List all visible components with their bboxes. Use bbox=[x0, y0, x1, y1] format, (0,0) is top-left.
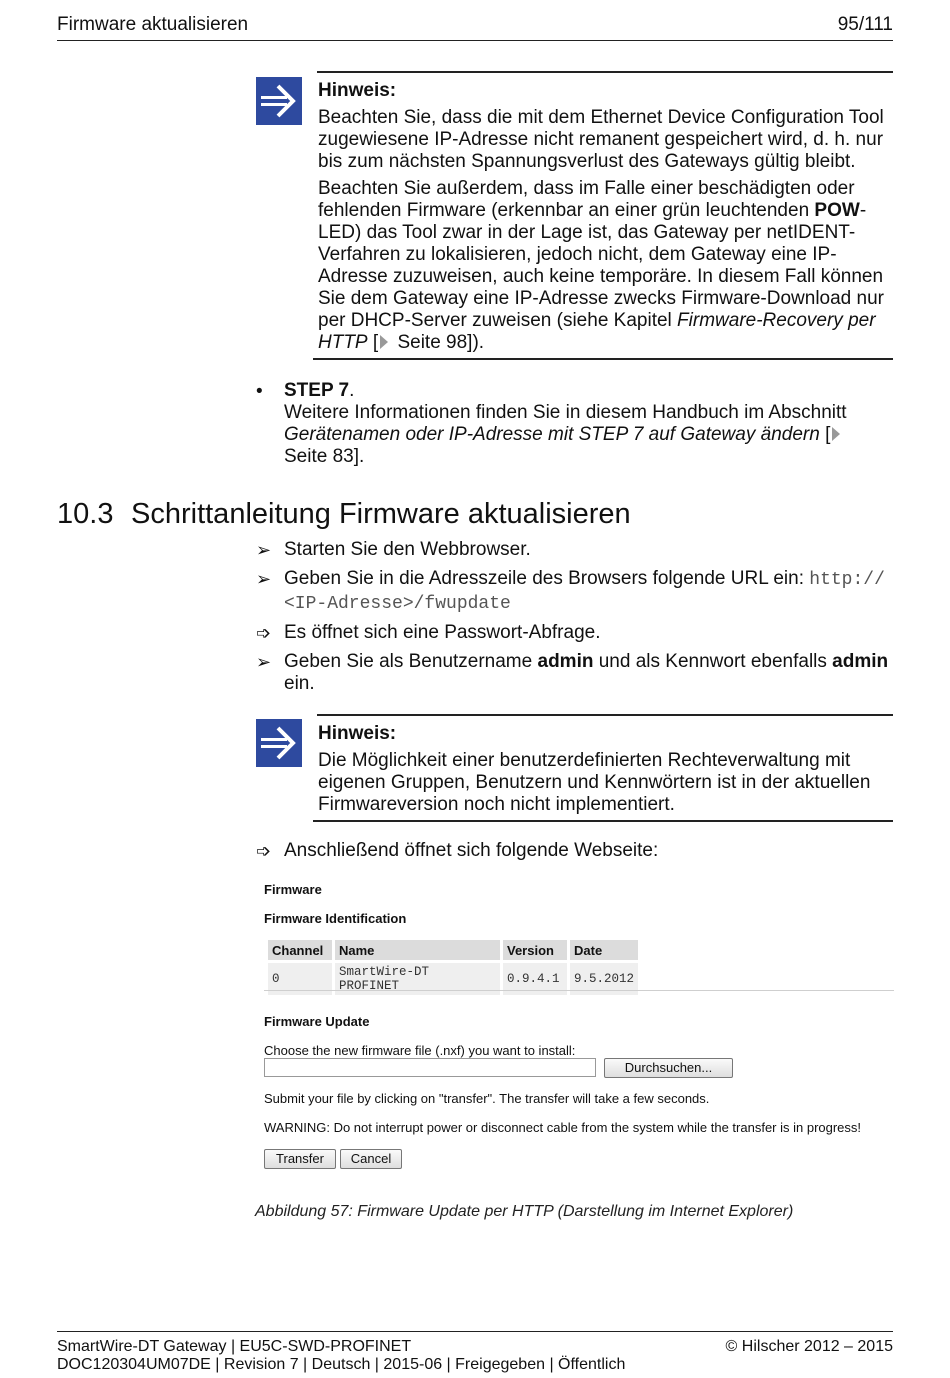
footer-copyright: © Hilscher 2012 – 2015 bbox=[725, 1338, 893, 1355]
right-arrow-icon bbox=[256, 719, 302, 767]
step-arrow-icon: ➢ bbox=[256, 540, 272, 560]
choose-file-label: Choose the new firmware file (.nxf) you want to install: bbox=[264, 1043, 576, 1058]
footer-rule bbox=[57, 1331, 893, 1332]
note-paragraph: Die Möglichkeit einer benutzerdefinierten Rechteverwaltung mit eigenen Gruppen, Benutzern und Kennwörtern ist in der aktuellen Firmwareversion noch nicht implementiert. bbox=[318, 750, 871, 815]
result-2: Anschließend öffnet sich folgende Webseite: bbox=[284, 840, 659, 861]
note-bottom-rule bbox=[313, 820, 893, 822]
note-top-rule bbox=[317, 714, 893, 716]
note-paragraph-2: Beachten Sie außerdem, dass im Falle einer beschädigten oder fehlenden Firmware (erkennbar an einer grün leuchtenden POW-LED) das Tool zwar in der Lage ist, das Gateway per netIDENT-Verfahren zu lokalisieren, jedoch nicht, dem Gateway eine IP-Adresse zuzuweisen, auch keine temporäre. In diesem Fall können Sie dem Gateway eine IP-Adresse zwecks Firmware-Download nur per DHCP-Server zuweisen (siehe Kapitel Firmware-Recovery per HTTP [ Seite 98]). bbox=[318, 178, 884, 353]
result-1: Es öffnet sich eine Passwort-Abfrage. bbox=[284, 622, 601, 643]
footer-product: SmartWire-DT Gateway | EU5C-SWD-PROFINET bbox=[57, 1338, 412, 1355]
table-cell: SmartWire-DT PROFINET bbox=[335, 963, 500, 995]
step-arrow-icon: ➢ bbox=[256, 652, 272, 672]
update-title: Firmware Update bbox=[264, 1014, 370, 1029]
transfer-button[interactable]: Transfer bbox=[264, 1149, 336, 1169]
column-header: Version bbox=[503, 940, 567, 960]
note-title: Hinweis: bbox=[318, 80, 397, 101]
note-paragraph: Beachten Sie, dass die mit dem Ethernet Device Configuration Tool zugewiesene IP-Adresse nicht remanent gespeichert wird, d. h. nur bis zum nächsten Spannungsverlust des Gateways gültig bleibt. bbox=[318, 107, 884, 172]
bullet-dot: • bbox=[256, 381, 263, 402]
cancel-button[interactable]: Cancel bbox=[340, 1149, 402, 1169]
webpage-title: Firmware bbox=[264, 882, 322, 897]
note-hinweis-2 bbox=[318, 723, 893, 816]
result-arrow-icon: ➩ bbox=[256, 841, 272, 861]
table-cell: 9.5.2012 bbox=[570, 963, 638, 995]
page-header bbox=[57, 12, 893, 41]
column-header: Date bbox=[570, 940, 638, 960]
section-number: 10.3 bbox=[57, 498, 114, 530]
step-2: Geben Sie in die Adresszeile des Browsers folgende URL ein: http:// <IP-Adresse>/fwupdate bbox=[284, 568, 885, 614]
warning-text: WARNING: Do not interrupt power or disconnect cable from the system while the transfer is in progress! bbox=[264, 1120, 862, 1135]
column-header: Name bbox=[335, 940, 500, 960]
figure-caption: Abbildung 57: Firmware Update per HTTP (Darstellung im Internet Explorer) bbox=[255, 1203, 794, 1220]
table-header-row bbox=[268, 940, 638, 960]
file-path-input[interactable] bbox=[264, 1058, 596, 1077]
identification-title: Firmware Identification bbox=[264, 911, 407, 926]
step-1: Starten Sie den Webbrowser. bbox=[284, 539, 531, 560]
cross-reference-arrow-icon[interactable] bbox=[832, 427, 840, 441]
footer-document-info: DOC120304UM07DE | Revision 7 | Deutsch | 2015-06 | Freigegeben | Öffentlich bbox=[57, 1356, 626, 1373]
column-header: Channel bbox=[268, 940, 332, 960]
browse-button[interactable]: Durchsuchen... bbox=[604, 1058, 733, 1078]
firmware-table bbox=[265, 937, 641, 998]
step7-item: STEP 7. Weitere Informationen finden Sie in diesem Handbuch im Abschnitt Gerätenamen oder IP-Adresse mit STEP 7 auf Gateway ändern [ Seite 83]. bbox=[284, 380, 847, 467]
cross-reference-arrow-icon[interactable] bbox=[380, 335, 388, 349]
section-title: Schrittanleitung Firmware aktualisieren bbox=[131, 498, 631, 530]
firmware-webpage bbox=[264, 880, 894, 1180]
step-arrow-icon: ➢ bbox=[256, 569, 272, 589]
note-bottom-rule bbox=[313, 358, 893, 360]
note-top-rule bbox=[317, 71, 893, 73]
right-arrow-icon bbox=[256, 77, 302, 125]
note-hinweis-1 bbox=[318, 80, 893, 354]
table-cell: 0.9.4.1 bbox=[503, 963, 567, 995]
result-arrow-icon: ➩ bbox=[256, 623, 272, 643]
page-number: 95/111 bbox=[837, 14, 893, 35]
divider bbox=[264, 990, 894, 991]
submit-info-text: Submit your file by clicking on "transfer". The transfer will take a few seconds. bbox=[264, 1091, 710, 1106]
header-title: Firmware aktualisieren bbox=[57, 14, 249, 35]
note-title: Hinweis: bbox=[318, 723, 397, 744]
step-3: Geben Sie als Benutzername admin und als Kennwort ebenfalls admin ein. bbox=[284, 651, 889, 694]
table-cell: 0 bbox=[268, 963, 332, 995]
